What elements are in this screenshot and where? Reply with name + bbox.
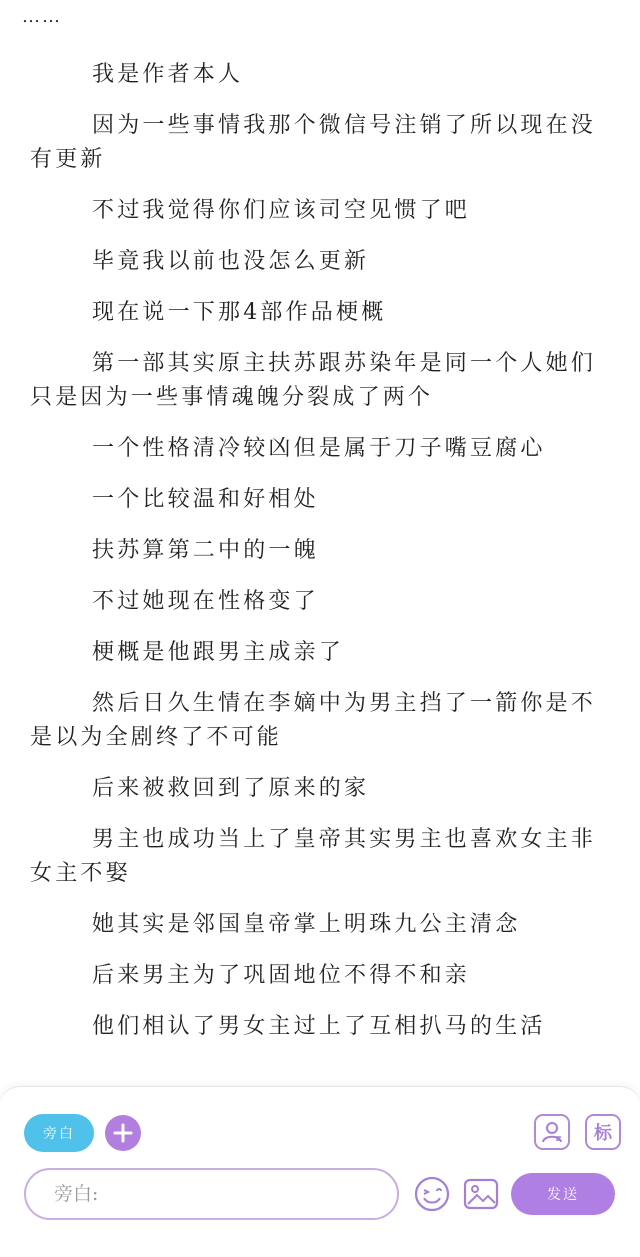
story-paragraph: 梗概是他跟男主成亲了 (92, 640, 345, 665)
tag-button[interactable] (585, 1114, 621, 1150)
story-paragraph: 毕竟我以前也没怎么更新 (92, 249, 370, 274)
message-input[interactable] (24, 1168, 399, 1220)
tag-label: 标 (594, 1123, 612, 1144)
story-paragraph: 男主也成功当上了皇帝其实男主也喜欢女主非女主不娶 (30, 827, 597, 886)
story-paragraph: 一个比较温和好相处 (92, 487, 319, 512)
emoji-icon (413, 1175, 451, 1213)
plus-icon (113, 1123, 133, 1143)
character-card-button[interactable] (534, 1114, 570, 1150)
image-button[interactable] (461, 1174, 501, 1214)
narrator-role-chip[interactable]: 旁白 (24, 1114, 94, 1152)
story-paragraph: 不过我觉得你们应该司空见惯了吧 (92, 198, 471, 223)
story-paragraphs (30, 58, 610, 1061)
add-role-button[interactable] (105, 1115, 141, 1151)
story-paragraph: 第一部其实原主扶苏跟苏染年是同一个人她们只是因为一些事情魂魄分裂成了两个 (30, 351, 597, 410)
story-paragraph: 我是作者本人 (92, 62, 244, 87)
send-button[interactable]: 发送 (511, 1173, 615, 1215)
story-paragraph: 她其实是邻国皇帝掌上明珠九公主清念 (92, 912, 521, 937)
story-paragraph: 扶苏算第二中的一魄 (92, 538, 319, 563)
story-paragraph: 他们相认了男女主过上了互相扒马的生活 (92, 1014, 546, 1039)
story-paragraph: 现在说一下那4部作品梗概 (92, 300, 387, 325)
emoji-button[interactable] (412, 1174, 452, 1214)
image-icon (462, 1175, 500, 1213)
character-card-icon (539, 1119, 565, 1145)
story-ellipsis: …… (22, 6, 62, 27)
story-paragraph: 不过她现在性格变了 (92, 589, 319, 614)
story-paragraph: 后来被救回到了原来的家 (92, 776, 370, 801)
story-paragraph: 一个性格清冷较凶但是属于刀子嘴豆腐心 (92, 436, 546, 461)
story-paragraph: 后来男主为了巩固地位不得不和亲 (92, 963, 471, 988)
story-paragraph: 因为一些事情我那个微信号注销了所以现在没有更新 (30, 113, 597, 172)
story-paragraph: 然后日久生情在李嫡中为男主挡了一箭你是不是以为全剧终了不可能 (30, 691, 597, 750)
